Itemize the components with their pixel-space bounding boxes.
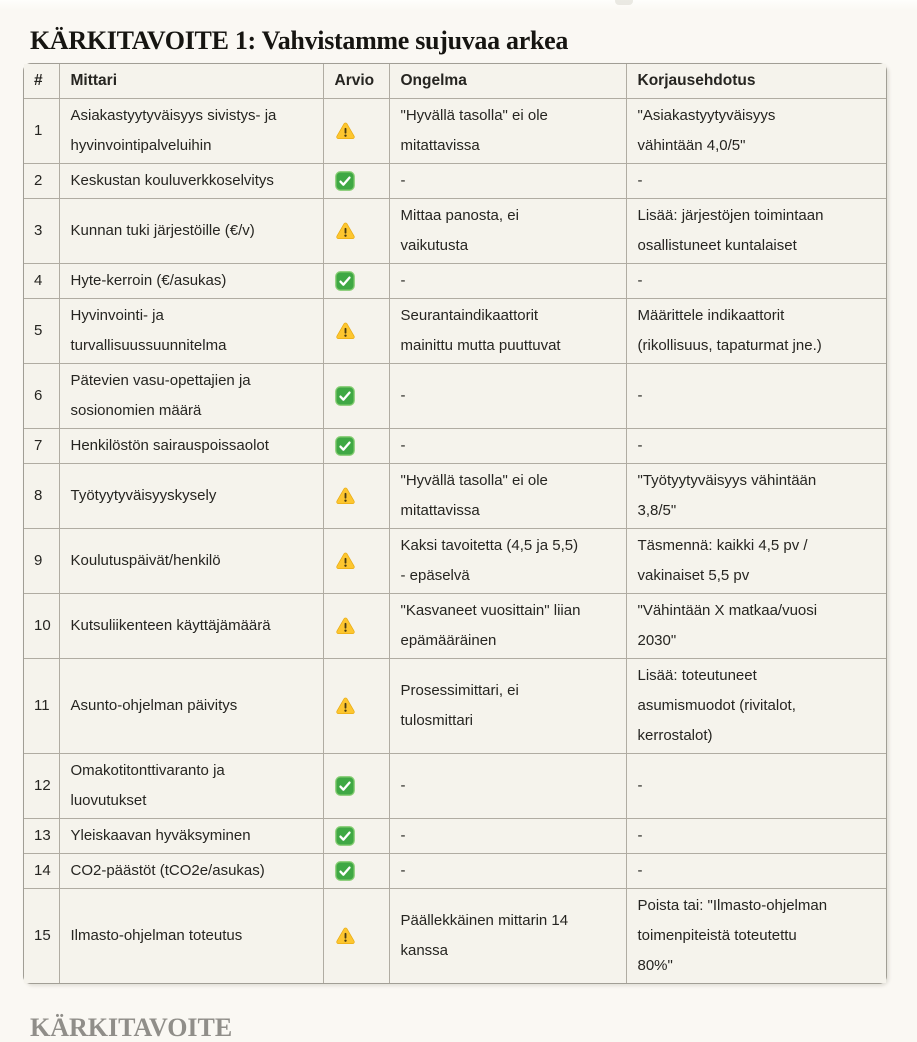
table-row [24, 754, 886, 819]
header-korjausehdotus: Korjausehdotus [626, 64, 886, 99]
arvio-cell [323, 164, 389, 199]
korjausehdotus-cell: - [626, 364, 886, 429]
check-icon [335, 436, 355, 456]
korjausehdotus-cell: - [626, 754, 886, 819]
cropped-ui-fragment [615, 0, 633, 5]
arvio-cell [323, 594, 389, 659]
check-icon [335, 386, 355, 406]
mittari-cell: Henkilöstön sairauspoissaolot [59, 429, 323, 464]
ongelma-cell: - [389, 429, 626, 464]
row-number-cell: 10 [24, 594, 59, 659]
check-icon [335, 271, 355, 291]
page-title: KÄRKITAVOITE 1: Vahvistamme sujuvaa arkea [30, 26, 569, 55]
mittari-cell: CO2-päästöt (tCO2e/asukas) [59, 854, 323, 889]
arvio-cell [323, 464, 389, 529]
arvio-cell [323, 529, 389, 594]
ongelma-cell: Prosessimittari, ei tulosmittari [389, 659, 626, 754]
table-row [24, 264, 886, 299]
ongelma-cell: - [389, 264, 626, 299]
header-mittari: Mittari [59, 64, 323, 99]
korjausehdotus-cell: Täsmennä: kaikki 4,5 pv / vakinaiset 5,5 pv [626, 529, 886, 594]
korjausehdotus-cell: - [626, 819, 886, 854]
table-row [24, 659, 886, 754]
arvio-cell [323, 99, 389, 164]
mittari-cell: Keskustan kouluverkkoselvitys [59, 164, 323, 199]
table-row [24, 199, 886, 264]
header-arvio: Arvio [323, 64, 389, 99]
mittari-cell: Kutsuliikenteen käyttäjämäärä [59, 594, 323, 659]
table-row [24, 819, 886, 854]
table-row [24, 99, 886, 164]
korjausehdotus-cell: "Työtyytyväisyys vähintään 3,8/5" [626, 464, 886, 529]
ongelma-cell: - [389, 754, 626, 819]
row-number-cell: 12 [24, 754, 59, 819]
ongelma-cell: - [389, 819, 626, 854]
ongelma-cell: "Hyvällä tasolla" ei ole mitattavissa [389, 464, 626, 529]
check-icon [335, 861, 355, 881]
warning-icon [335, 696, 356, 716]
warning-icon [335, 221, 356, 241]
mittari-cell: Kunnan tuki järjestöille (€/v) [59, 199, 323, 264]
warning-icon [335, 121, 356, 141]
mittari-cell: Pätevien vasu-opettajien ja sosionomien määrä [59, 364, 323, 429]
mittari-cell: Yleiskaavan hyväksyminen [59, 819, 323, 854]
table-row [24, 364, 886, 429]
warning-icon [335, 616, 356, 636]
ongelma-cell: "Kasvaneet vuosittain" liian epämääräinen [389, 594, 626, 659]
check-icon [335, 171, 355, 191]
table-row [24, 854, 886, 889]
korjausehdotus-cell: - [626, 264, 886, 299]
table-row [24, 164, 886, 199]
ongelma-cell: Seurantaindikaattorit mainittu mutta puuttuvat [389, 299, 626, 364]
metrics-table [23, 63, 887, 984]
mittari-cell: Koulutuspäivät/henkilö [59, 529, 323, 594]
row-number-cell: 8 [24, 464, 59, 529]
warning-icon [335, 551, 356, 571]
arvio-cell [323, 299, 389, 364]
ongelma-cell: - [389, 364, 626, 429]
mittari-cell: Työtyytyväisyyskysely [59, 464, 323, 529]
mittari-cell: Asunto-ohjelman päivitys [59, 659, 323, 754]
korjausehdotus-cell: - [626, 164, 886, 199]
mittari-cell: Hyvinvointi- ja turvallisuussuunnitelma [59, 299, 323, 364]
arvio-cell [323, 819, 389, 854]
cropped-next-heading: KÄRKITAVOITE [30, 1013, 233, 1042]
row-number-cell: 14 [24, 854, 59, 889]
ongelma-cell: Mittaa panosta, ei vaikutusta [389, 199, 626, 264]
mittari-cell: Hyte-kerroin (€/asukas) [59, 264, 323, 299]
row-number-cell: 3 [24, 199, 59, 264]
row-number-cell: 5 [24, 299, 59, 364]
arvio-cell [323, 889, 389, 984]
mittari-cell: Ilmasto-ohjelman toteutus [59, 889, 323, 984]
row-number-cell: 11 [24, 659, 59, 754]
korjausehdotus-cell: Lisää: toteutuneet asumismuodot (rivitalot, kerrostalot) [626, 659, 886, 754]
warning-icon [335, 321, 356, 341]
korjausehdotus-cell: - [626, 854, 886, 889]
arvio-cell [323, 429, 389, 464]
table-row [24, 594, 886, 659]
arvio-cell [323, 659, 389, 754]
ongelma-cell: - [389, 164, 626, 199]
arvio-cell [323, 854, 389, 889]
korjausehdotus-cell: Poista tai: "Ilmasto-ohjelman toimenpiteistä toteutettu 80%" [626, 889, 886, 984]
row-number-cell: 7 [24, 429, 59, 464]
arvio-cell [323, 754, 389, 819]
table-row [24, 299, 886, 364]
row-number-cell: 1 [24, 99, 59, 164]
row-number-cell: 15 [24, 889, 59, 984]
arvio-cell [323, 364, 389, 429]
check-icon [335, 826, 355, 846]
table-row [24, 529, 886, 594]
check-icon [335, 776, 355, 796]
row-number-cell: 13 [24, 819, 59, 854]
ongelma-cell: Kaksi tavoitetta (4,5 ja 5,5) - epäselvä [389, 529, 626, 594]
warning-icon [335, 926, 356, 946]
ongelma-cell: - [389, 854, 626, 889]
warning-icon [335, 486, 356, 506]
row-number-cell: 9 [24, 529, 59, 594]
table-row [24, 429, 886, 464]
ongelma-cell: "Hyvällä tasolla" ei ole mitattavissa [389, 99, 626, 164]
table-row [24, 889, 886, 984]
table-row [24, 464, 886, 529]
row-number-cell: 6 [24, 364, 59, 429]
korjausehdotus-cell: Lisää: järjestöjen toimintaan osallistuneet kuntalaiset [626, 199, 886, 264]
korjausehdotus-cell: - [626, 429, 886, 464]
korjausehdotus-cell: "Vähintään X matkaa/vuosi 2030" [626, 594, 886, 659]
arvio-cell [323, 264, 389, 299]
ongelma-cell: Päällekkäinen mittarin 14 kanssa [389, 889, 626, 984]
korjausehdotus-cell: "Asiakastyytyväisyys vähintään 4,0/5" [626, 99, 886, 164]
header-ongelma: Ongelma [389, 64, 626, 99]
top-edge-strip [0, 0, 917, 11]
table-header-row [24, 64, 886, 99]
arvio-cell [323, 199, 389, 264]
row-number-cell: 4 [24, 264, 59, 299]
korjausehdotus-cell: Määrittele indikaattorit (rikollisuus, tapaturmat jne.) [626, 299, 886, 364]
row-number-cell: 2 [24, 164, 59, 199]
header-number: # [24, 64, 59, 99]
mittari-cell: Omakotitonttivaranto ja luovutukset [59, 754, 323, 819]
mittari-cell: Asiakastyytyväisyys sivistys- ja hyvinvointipalveluihin [59, 99, 323, 164]
